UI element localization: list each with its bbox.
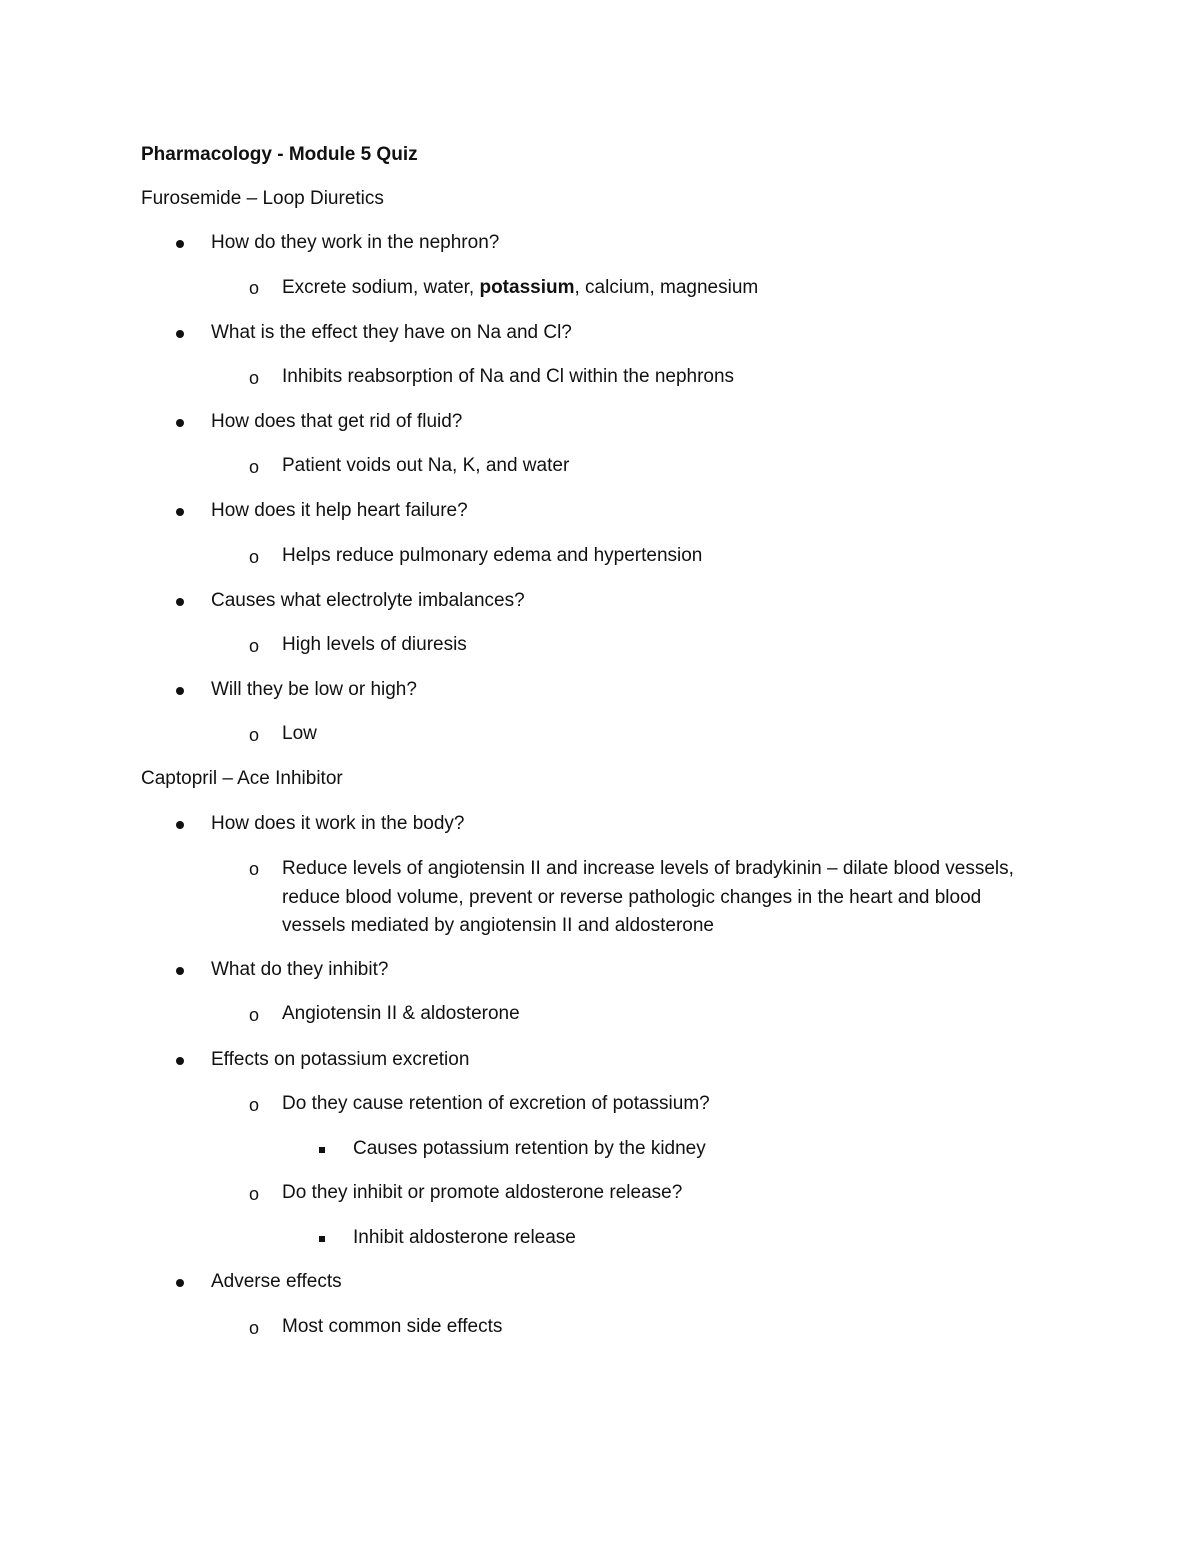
sub-bullet-icon: o xyxy=(249,368,260,388)
sub-bullet-icon: o xyxy=(249,636,260,656)
question-text: Adverse effects xyxy=(211,1271,342,1292)
answer-text-line: Reduce levels of angiotensin II and increase levels of bradykinin – dilate blood vessels, xyxy=(282,858,1014,879)
sub-bullet-icon: o xyxy=(249,278,260,298)
question-text: How does that get rid of fluid? xyxy=(211,411,463,432)
sub-bullet-icon: o xyxy=(249,457,260,477)
sub-bullet-icon: o xyxy=(249,1318,260,1338)
answer-text: Excrete sodium, water, potassium, calcium, magnesium xyxy=(282,277,759,298)
sub-bullet-icon: o xyxy=(249,859,260,879)
sub-question-text: Do they cause retention of excretion of potassium? xyxy=(282,1093,710,1114)
bullet-icon xyxy=(176,1279,184,1287)
answer-text: High levels of diuresis xyxy=(282,634,467,655)
question-text: Causes what electrolyte imbalances? xyxy=(211,590,525,611)
bullet-icon xyxy=(176,821,184,829)
bullet-icon xyxy=(176,330,184,338)
answer-text: Most common side effects xyxy=(282,1316,503,1337)
answer-text: Helps reduce pulmonary edema and hypertension xyxy=(282,545,703,566)
sub-bullet-icon: o xyxy=(249,1095,260,1115)
bullet-icon xyxy=(176,240,184,248)
detail-text: Inhibit aldosterone release xyxy=(353,1227,576,1248)
square-bullet-icon xyxy=(319,1236,325,1242)
bullet-icon xyxy=(176,967,184,975)
answer-text-line: reduce blood volume, prevent or reverse pathologic changes in the heart and blood xyxy=(282,887,982,908)
question-text: How do they work in the nephron? xyxy=(211,232,500,253)
section-heading-captopril: Captopril – Ace Inhibitor xyxy=(141,768,343,789)
bullet-icon xyxy=(176,419,184,427)
square-bullet-icon xyxy=(319,1147,325,1153)
sub-question-text: Do they inhibit or promote aldosterone release? xyxy=(282,1182,683,1203)
sub-bullet-icon: o xyxy=(249,547,260,567)
bullet-icon xyxy=(176,598,184,606)
question-text: How does it help heart failure? xyxy=(211,500,468,521)
question-text: Effects on potassium excretion xyxy=(211,1049,470,1070)
section-heading-furosemide: Furosemide – Loop Diuretics xyxy=(141,188,384,209)
question-text: How does it work in the body? xyxy=(211,813,465,834)
answer-text: Angiotensin II & aldosterone xyxy=(282,1003,520,1024)
answer-text-line: vessels mediated by angiotensin II and aldosterone xyxy=(282,915,714,936)
answer-text: Patient voids out Na, K, and water xyxy=(282,455,570,476)
answer-text: Low xyxy=(282,723,317,744)
question-text: What do they inhibit? xyxy=(211,959,389,980)
answer-emphasis: potassium xyxy=(479,277,575,298)
answer-text: Inhibits reabsorption of Na and Cl within the nephrons xyxy=(282,366,735,387)
bullet-icon xyxy=(176,508,184,516)
question-text: What is the effect they have on Na and Cl? xyxy=(211,322,572,343)
page-title: Pharmacology - Module 5 Quiz xyxy=(141,144,418,165)
bullet-icon xyxy=(176,1057,184,1065)
sub-bullet-icon: o xyxy=(249,725,260,745)
question-text: Will they be low or high? xyxy=(211,679,417,700)
detail-text: Causes potassium retention by the kidney xyxy=(353,1138,706,1159)
sub-bullet-icon: o xyxy=(249,1005,260,1025)
sub-bullet-icon: o xyxy=(249,1184,260,1204)
bullet-icon xyxy=(176,687,184,695)
